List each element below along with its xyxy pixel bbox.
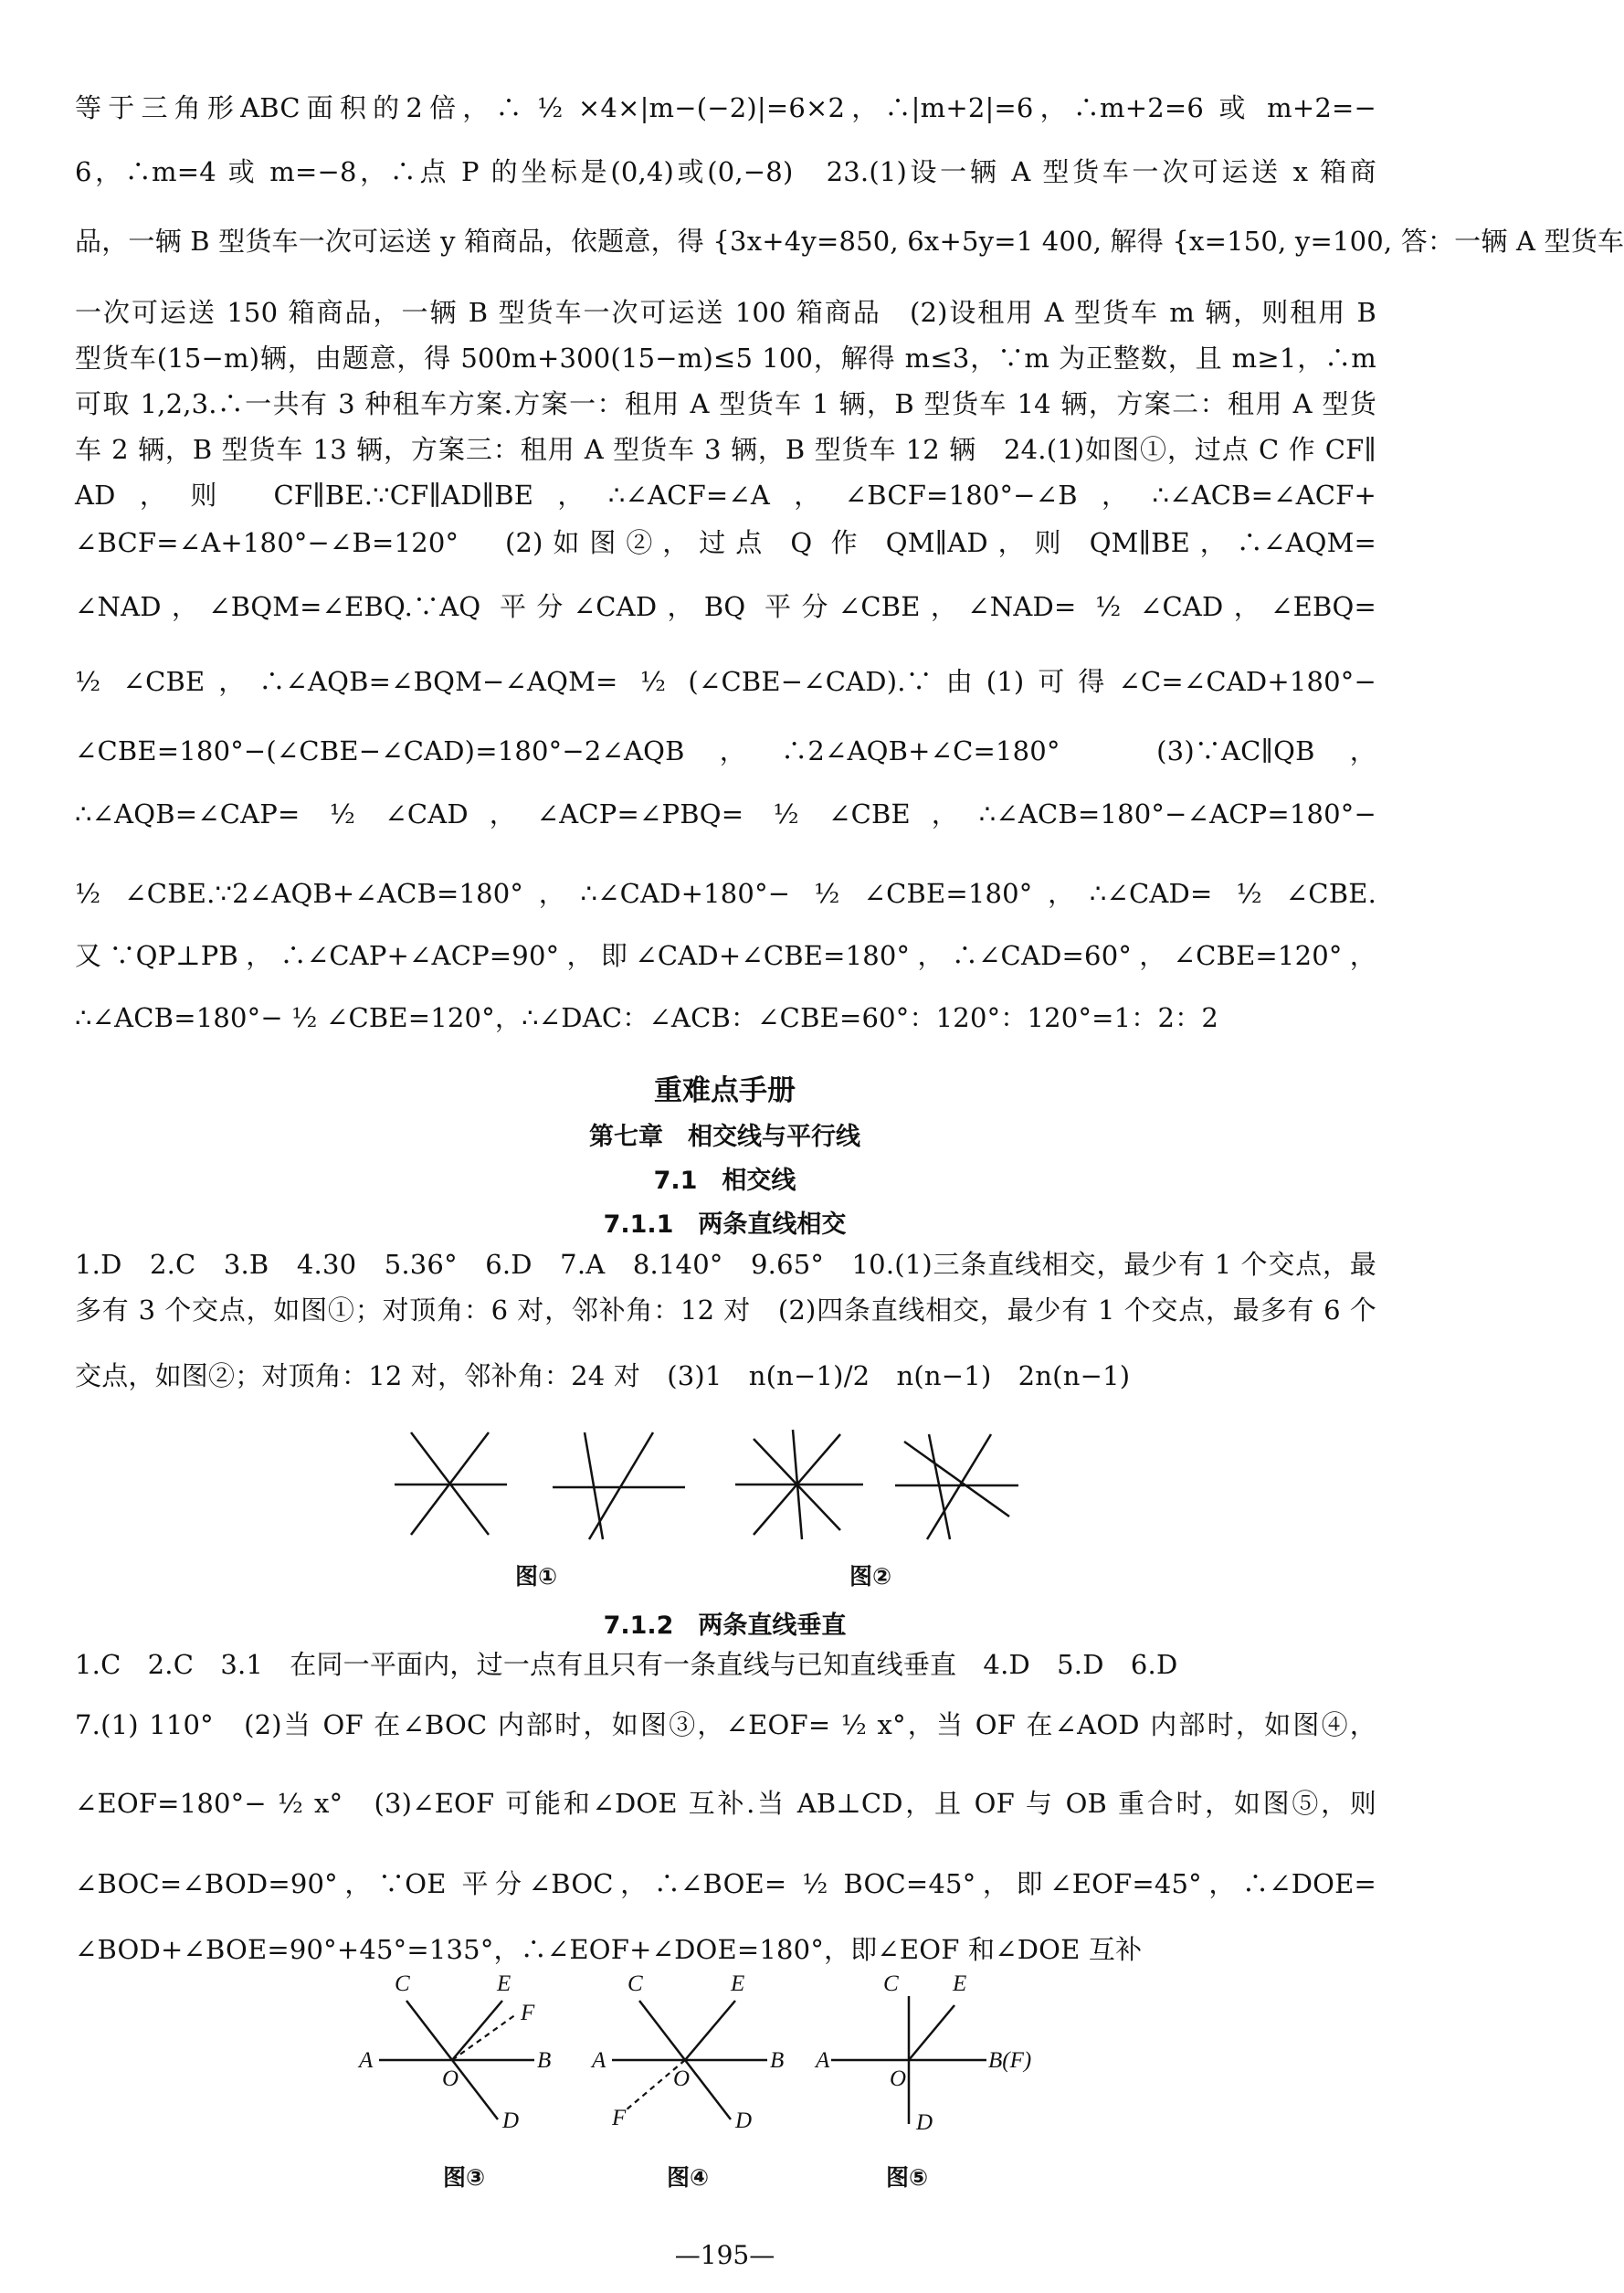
text-line: 1.C 2.C 3.1 在同一平面内，过一点有且只有一条直线与已知直线垂直 4.D 5.D 6.D bbox=[75, 1649, 1178, 1680]
text-line: 型货车(15−m)辆，由题意，得 500m+300(15−m)≤5 100，解得 m≤3，∵m 为正整数，且 m≥1，∴m bbox=[75, 343, 1376, 374]
text-line: ½ ∠CBE.∵2∠AQB+∠ACB=180°，∴∠CAD+180°− ½ ∠CBE=180°，∴∠CAD= ½ ∠CBE. bbox=[75, 878, 1376, 909]
figure-5-label: 图⑤ bbox=[886, 2164, 929, 2191]
point-c-label: C bbox=[395, 1971, 410, 1996]
text-line: ∠CBE=180°−(∠CBE−∠CAD)=180°−2∠AQB，∴2∠AQB+∠C=180° (3)∵AC∥QB， bbox=[75, 735, 1376, 766]
text-line: 可取 1,2,3.∴一共有 3 种租车方案.方案一：租用 A 型货车 1 辆，B 型货车 14 辆，方案二：租用 A 型货 bbox=[75, 388, 1376, 419]
text-line: 7.(1) 110° (2)当 OF 在∠BOC 内部时，如图③，∠EOF= ½ x°，当 OF 在∠AOD 内部时，如图④， bbox=[75, 1709, 1376, 1740]
text-line: 一次可运送 150 箱商品，一辆 B 型货车一次可运送 100 箱商品 (2)设租用 A 型货车 m 辆，则租用 B bbox=[75, 297, 1376, 328]
point-bf-label: B(F) bbox=[988, 2048, 1032, 2073]
figure-four-lines-six-points bbox=[891, 1425, 1110, 1544]
point-a-label: A bbox=[816, 2048, 830, 2073]
point-o-label: O bbox=[673, 2066, 691, 2091]
point-e-label: E bbox=[953, 1971, 967, 1996]
text-line: 1.D 2.C 3.B 4.30 5.36° 6.D 7.A 8.140° 9.65° 10.(1)三条直线相交，最少有 1 个交点，最 bbox=[75, 1249, 1376, 1280]
text-line: ∠BCF=∠A+180°−∠B=120° (2)如图②，过点 Q 作 QM∥AD，则 QM∥BE，∴∠AQM= bbox=[75, 527, 1376, 558]
figure-2-label: 图② bbox=[849, 1563, 892, 1590]
point-a-label: A bbox=[592, 2048, 606, 2073]
point-o-label: O bbox=[442, 2066, 459, 2091]
point-d-label: D bbox=[735, 2108, 753, 2133]
manual-title: 重难点手册 bbox=[654, 1074, 796, 1107]
text-line: 6，∴m=4 或 m=−8，∴点 P 的坐标是(0,4)或(0,−8) 23.(1)设一辆 A 型货车一次可运送 x 箱商 bbox=[75, 156, 1376, 187]
text-line: 等于三角形ABC面积的2倍，∴ ½ ×4×|m−(−2)|=6×2，∴|m+2|=6，∴m+2=6 或 m+2=− bbox=[75, 92, 1376, 123]
text-line: AD，则 CF∥BE.∵CF∥AD∥BE，∴∠ACF=∠A，∠BCF=180°−∠B，∴∠ACB=∠ACF+ bbox=[75, 480, 1376, 511]
text-line: ∴∠AQB=∠CAP= ½ ∠CAD，∠ACP=∠PBQ= ½ ∠CBE，∴∠ACB=180°−∠ACP=180°− bbox=[75, 798, 1376, 829]
page-number: —195— bbox=[674, 2240, 775, 2270]
text-line: ∠EOF=180°− ½ x° (3)∠EOF 可能和∠DOE 互补.当 AB⊥CD，且 OF 与 OB 重合时，如图⑤，则 bbox=[75, 1788, 1376, 1819]
section-title: 7.1 相交线 bbox=[653, 1167, 796, 1195]
point-f-label: F bbox=[612, 2106, 627, 2130]
text-line: 品，一辆 B 型货车一次可运送 y 箱商品，依题意，得 {3x+4y=850, 6x+5y=1 400, 解得 {x=150, y=100, 答：一辆 A 型货车 bbox=[75, 226, 1624, 257]
point-o-label: O bbox=[890, 2066, 907, 2091]
point-a-label: A bbox=[359, 2048, 374, 2073]
text-line: ∠NAD，∠BQM=∠EBQ.∵AQ 平分∠CAD，BQ 平分∠CBE，∠NAD= ½ ∠CAD，∠EBQ= bbox=[75, 591, 1376, 622]
point-c-label: C bbox=[883, 1971, 899, 1996]
figure-1-label: 图① bbox=[515, 1563, 558, 1590]
point-f-label: F bbox=[521, 2001, 535, 2025]
text-line: ½ ∠CBE，∴∠AQB=∠BQM−∠AQM= ½ (∠CBE−∠CAD).∵由(1)可得∠C=∠CAD+180°− bbox=[75, 666, 1376, 697]
figure-3-label: 图③ bbox=[443, 2164, 486, 2191]
text-line: 多有 3 个交点，如图①；对顶角：6 对，邻补角：12 对 (2)四条直线相交，最少有 1 个交点，最多有 6 个 bbox=[75, 1294, 1376, 1326]
point-e-label: E bbox=[731, 1971, 745, 1996]
text-line: ∠BOD+∠BOE=90°+45°=135°，∴∠EOF+∠DOE=180°，即∠EOF 和∠DOE 互补 bbox=[75, 1934, 1143, 1965]
point-d-label: D bbox=[916, 2110, 933, 2135]
figure-4-label: 图④ bbox=[667, 2164, 710, 2191]
subsection-title: 7.1.2 两条直线垂直 bbox=[603, 1611, 847, 1640]
text-line: ∠BOC=∠BOD=90°，∵OE 平分∠BOC，∴∠BOE= ½ BOC=45°，即∠EOF=45°，∴∠DOE= bbox=[75, 1868, 1376, 1899]
point-b-label: B bbox=[770, 2048, 785, 2073]
point-e-label: E bbox=[497, 1971, 511, 1996]
text-line: 又∵QP⊥PB，∴∠CAP+∠ACP=90°，即∠CAD+∠CBE=180°，∴∠CAD=60°，∠CBE=120°， bbox=[75, 940, 1376, 971]
point-c-label: C bbox=[627, 1971, 643, 1996]
text-line: ∴∠ACB=180°− ½ ∠CBE=120°，∴∠DAC：∠ACB：∠CBE=60°：120°：120°=1：2：2 bbox=[75, 1002, 1219, 1033]
chapter-title: 第七章 相交线与平行线 bbox=[589, 1123, 860, 1151]
point-b-label: B bbox=[537, 2048, 552, 2073]
point-d-label: D bbox=[502, 2108, 520, 2133]
text-line: 交点，如图②；对顶角：12 对，邻补角：24 对 (3)1 n(n−1)/2 n(n−1) 2n(n−1) bbox=[75, 1360, 1131, 1391]
subsection-title: 7.1.1 两条直线相交 bbox=[603, 1210, 847, 1239]
text-line: 车 2 辆，B 型货车 13 辆，方案三：租用 A 型货车 3 辆，B 型货车 12 辆 24.(1)如图①，过点 C 作 CF∥ bbox=[75, 434, 1376, 465]
